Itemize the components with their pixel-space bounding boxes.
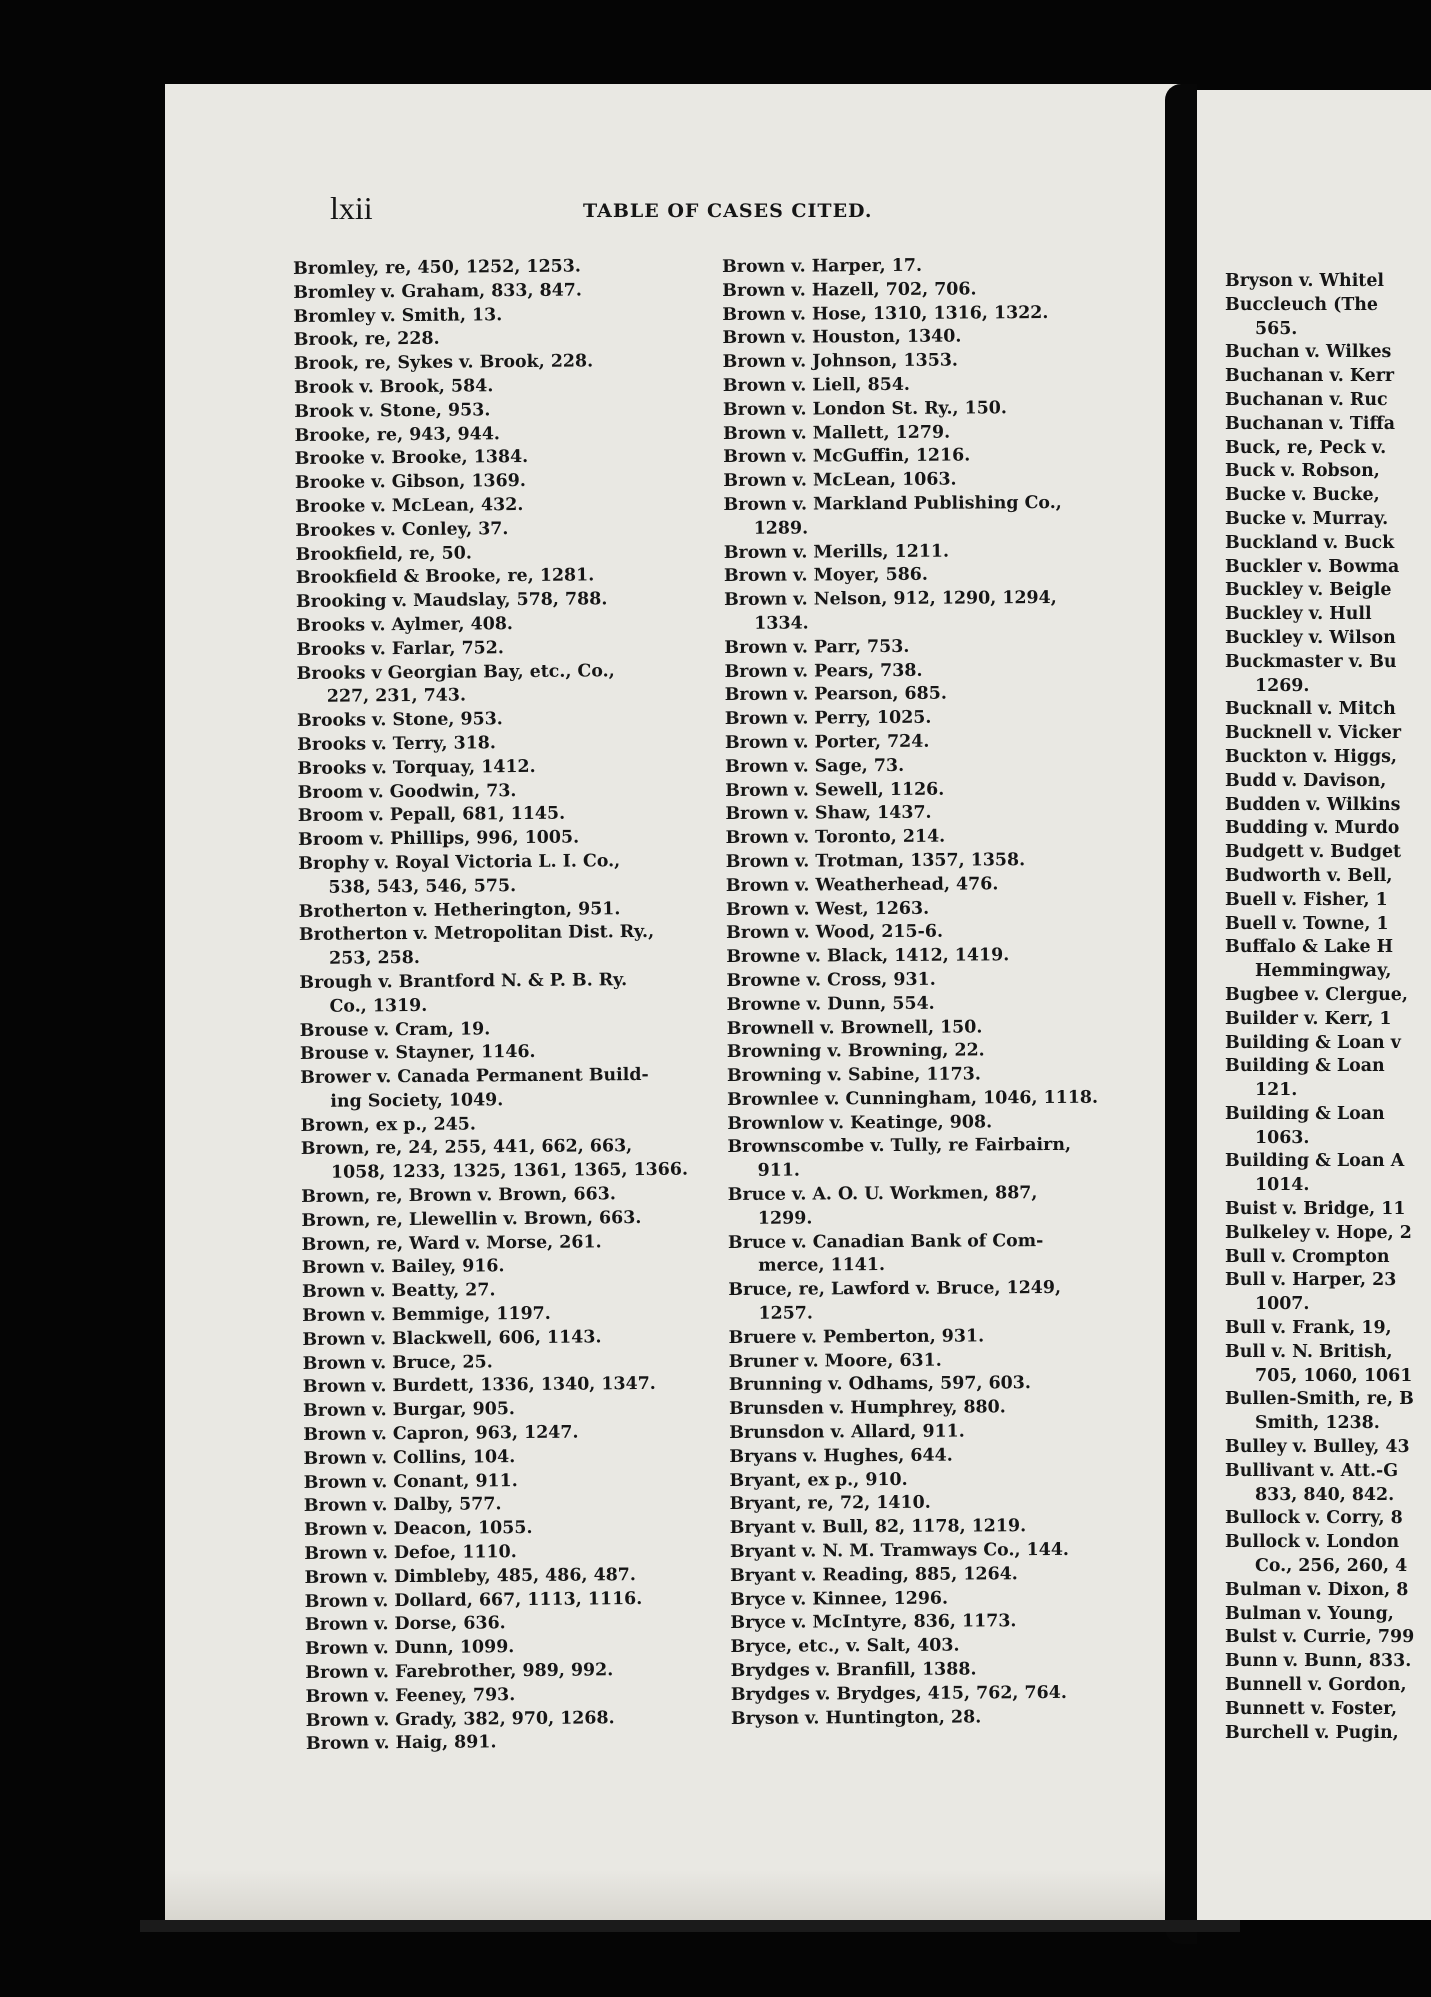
case-entry: Brough v. Brantford N. & P. B. Ry.: [299, 970, 628, 993]
case-entry: Brown v. Liell, 854.: [722, 374, 911, 396]
case-entry: Bryce v. McIntyre, 836, 1173.: [730, 1611, 1017, 1634]
case-entry: Brooking v. Maudslay, 578, 788.: [295, 589, 608, 613]
case-entry: Bryant v. N. M. Tramways Co., 144.: [729, 1539, 1070, 1563]
case-entry: Co., 1319.: [329, 995, 428, 1017]
case-entry: Brown v. Dollard, 667, 1113, 1116.: [304, 1588, 643, 1612]
case-entry: 1334.: [754, 613, 809, 634]
case-entry: Brown v. Bailey, 916.: [301, 1256, 505, 1279]
case-entry: Building & Loan v: [1225, 1032, 1401, 1053]
case-entry: Buckley v. Hull: [1225, 604, 1372, 625]
case-entry: Brown v. Blackwell, 606, 1143.: [302, 1327, 602, 1350]
case-entry: Bulman v. Dixon, 8: [1225, 1579, 1409, 1600]
case-entry: Budd v. Davison,: [1225, 770, 1387, 791]
case-entry: Brown v. Toronto, 214.: [725, 826, 946, 849]
case-entry: Bucknell v. Vicker: [1225, 723, 1402, 744]
case-entry: Brooks v. Aylmer, 408.: [296, 614, 514, 636]
case-entry: Brown v. Hazell, 702, 706.: [722, 279, 977, 301]
case-entry: Brown v. McGuffin, 1216.: [723, 445, 971, 468]
case-entry: Brown v. London St. Ry., 150.: [722, 398, 1007, 420]
case-entry: Bromley v. Smith, 13.: [293, 304, 503, 327]
case-entry: 1269.: [1255, 675, 1310, 696]
case-entry: Buckley v. Wilson: [1225, 627, 1396, 648]
case-entry: Buck v. Robson,: [1225, 461, 1380, 482]
bottom-edge: [140, 1920, 1240, 1932]
case-entry: Building & Loan: [1225, 1103, 1385, 1124]
case-entry: Brotherton v. Hetherington, 951.: [298, 898, 621, 922]
case-entry: 227, 231, 743.: [326, 685, 467, 708]
case-entry: Bruce v. A. O. U. Workmen, 887,: [727, 1183, 1038, 1206]
case-entry: Bull v. Crompton: [1225, 1246, 1390, 1267]
case-entry: Brunning v. Odhams, 597, 603.: [728, 1373, 1031, 1396]
case-entry: Brown, re, 24, 255, 441, 662, 663,: [300, 1136, 633, 1160]
case-entry: Buchanan v. Ruc: [1225, 389, 1388, 410]
case-entry: Buist v. Bridge, 11: [1225, 1199, 1406, 1220]
case-entry: Buffalo & Lake H: [1225, 937, 1393, 958]
book-gutter: [1165, 84, 1197, 1944]
case-entry: Brown v. Capron, 963, 1247.: [303, 1422, 579, 1446]
case-entry: Brown v. Perry, 1025.: [724, 707, 932, 730]
case-entry: Brooke, re, 943, 944.: [294, 423, 501, 446]
case-entry: Brunsden v. Humphrey, 880.: [728, 1397, 1006, 1420]
case-entry: Browning v. Sabine, 1173.: [726, 1064, 981, 1087]
case-entry: Brownscombe v. Tully, re Fairbairn,: [727, 1135, 1072, 1158]
case-entry: Brown v. Collins, 104.: [303, 1446, 516, 1469]
case-entry: Bryce v. Kinnee, 1296.: [730, 1588, 949, 1610]
case-entry: Brown v. Feeney, 793.: [305, 1684, 516, 1707]
case-entry: Smith, 1238.: [1255, 1413, 1380, 1434]
case-entry: Buckley v. Beigle: [1225, 580, 1392, 601]
case-entry: Buchanan v. Tiffa: [1225, 413, 1396, 434]
case-entry: 911.: [757, 1160, 801, 1182]
case-entry: Brown, re, Ward v. Morse, 261.: [301, 1232, 602, 1255]
page-bottom-shade: [165, 1870, 1197, 1920]
case-entry: Brook v. Stone, 953.: [294, 400, 491, 422]
case-entry: Bryce, etc., v. Salt, 403.: [730, 1635, 960, 1658]
case-entry: Brook, re, 228.: [293, 329, 440, 351]
case-entry: Bull v. Frank, 19,: [1225, 1318, 1392, 1339]
case-entry: Brown v. Burdett, 1336, 1340, 1347.: [302, 1374, 656, 1398]
case-entry: Brown v. Sage, 73.: [725, 755, 905, 777]
case-entry: Buckmaster v. Bu: [1225, 651, 1397, 672]
case-entry: Bryson v. Whitel: [1225, 271, 1385, 291]
case-entry: Brydges v. Branfill, 1388.: [730, 1659, 977, 1681]
case-entry: Brown v. Mallett, 1279.: [723, 422, 951, 444]
case-entry: Brown v. Merills, 1211.: [723, 541, 950, 563]
case-entry: Bryson v. Huntington, 28.: [730, 1707, 982, 1729]
case-entry: Brown v. Dunn, 1099.: [305, 1637, 515, 1660]
case-entry: Bugbee v. Clergue,: [1225, 984, 1408, 1005]
case-entry: Budgett v. Budget: [1225, 842, 1402, 863]
case-entry: Brown v. Burgar, 905.: [302, 1399, 516, 1422]
case-entry: Browning v. Browning, 22.: [726, 1040, 985, 1063]
case-entry: Bruner v. Moore, 631.: [728, 1350, 942, 1372]
case-entry: Brown v. Defoe, 1110.: [304, 1542, 517, 1564]
case-entry: Brown v. Parr, 753.: [724, 636, 910, 658]
case-entry: Brown, re, Brown v. Brown, 663.: [301, 1184, 616, 1208]
case-entry: Brooks v. Stone, 953.: [296, 709, 503, 732]
case-entry: Brown v. Beatty, 27.: [301, 1280, 496, 1303]
case-entry: Brown v. Shaw, 1437.: [725, 803, 932, 825]
case-entry: 565.: [1255, 318, 1298, 339]
case-entry: Brower v. Canada Permanent Build-: [300, 1065, 649, 1089]
case-entry: Broom v. Pepall, 681, 1145.: [297, 803, 566, 827]
case-entry: Budden v. Wilkins: [1225, 794, 1401, 815]
case-entry: Brown v. Trotman, 1357, 1358.: [725, 850, 1026, 872]
case-entry: Brown v. West, 1263.: [725, 898, 930, 920]
case-entry: Brown v. Dimbleby, 485, 486, 487.: [304, 1564, 636, 1588]
case-entry: Hemmingway,: [1255, 961, 1392, 982]
page-number: lxii: [330, 190, 373, 226]
case-entry: Brown v. Deacon, 1055.: [304, 1518, 533, 1541]
case-entry: Bruce v. Canadian Bank of Com-: [727, 1230, 1044, 1253]
case-entry: Brown v. Markland Publishing Co.,: [723, 492, 1062, 515]
case-entry: Buckler v. Bowma: [1225, 556, 1400, 577]
case-entry: Brookfield & Brooke, re, 1281.: [295, 565, 595, 589]
case-entry: Bullock v. Corry, 8: [1225, 1508, 1403, 1529]
case-entry: Buckton v. Higgs,: [1225, 746, 1397, 767]
case-entry: Brown v. Bruce, 25.: [302, 1351, 493, 1374]
case-entry: Bruce, re, Lawford v. Bruce, 1249,: [728, 1278, 1062, 1301]
running-title: TABLE OF CASES CITED.: [583, 200, 873, 222]
case-entry: Bucke v. Bucke,: [1225, 485, 1380, 506]
case-entry: Bullock v. London: [1225, 1532, 1400, 1553]
case-entry: Budding v. Murdo: [1225, 818, 1400, 839]
case-entry: Bull v. N. British,: [1225, 1341, 1393, 1362]
case-entry: Bryant, ex p., 910.: [729, 1469, 908, 1491]
case-entry: Brown v. Sewell, 1126.: [725, 779, 945, 801]
case-entry: Brooks v. Farlar, 752.: [296, 637, 504, 660]
case-entry: Building & Loan A: [1225, 1151, 1405, 1172]
case-entry: Bunnett v. Foster,: [1225, 1698, 1398, 1719]
case-entry: 833, 840, 842.: [1255, 1484, 1395, 1505]
case-entry: Bryant v. Bull, 82, 1178, 1219.: [729, 1516, 1027, 1539]
case-entry: Brown v. Pearson, 685.: [724, 683, 947, 706]
case-entry: Brown v. Weatherhead, 476.: [725, 874, 999, 896]
index-column-3: [1225, 270, 1431, 1745]
case-entry: Bullivant v. Att.-G: [1225, 1460, 1399, 1481]
case-entry: 705, 1060, 1061: [1255, 1365, 1413, 1386]
case-entry: 1063.: [1255, 1127, 1310, 1148]
case-entry: Buchanan v. Kerr: [1225, 366, 1395, 387]
case-entry: Brown, ex p., 245.: [300, 1114, 477, 1136]
case-entry: Brotherton v. Metropolitan Dist. Ry.,: [298, 922, 655, 946]
case-entry: Bunnell v. Gordon,: [1225, 1675, 1407, 1696]
case-entry: 1014.: [1255, 1175, 1310, 1196]
case-entry: Brown v. Haig, 891.: [305, 1732, 497, 1755]
case-entry: Brown v. Dalby, 577.: [303, 1494, 502, 1517]
case-entry: Brooke v. Brooke, 1384.: [294, 447, 529, 470]
case-entry: Bruere v. Pemberton, 931.: [728, 1326, 985, 1348]
case-entry: 253, 258.: [329, 948, 420, 969]
case-entry: Brown v. Nelson, 912, 1290, 1294,: [724, 588, 1057, 611]
case-entry: Brown v. Hose, 1310, 1316, 1322.: [722, 302, 1049, 325]
case-entry: Brown v. Johnson, 1353.: [722, 350, 959, 373]
case-entry: Brooks v Georgian Bay, etc., Co.,: [296, 660, 615, 684]
case-entry: Bullen-Smith, re, B: [1225, 1389, 1414, 1410]
case-entry: Brown v. Wood, 215-6.: [726, 921, 944, 944]
case-entry: Brookes v. Conley, 37.: [295, 518, 509, 541]
case-entry: Bull v. Harper, 23: [1225, 1270, 1397, 1291]
case-entry: Building & Loan: [1225, 1056, 1385, 1077]
case-entry: Bunn v. Bunn, 833.: [1225, 1651, 1412, 1672]
case-entry: Brown v. Moyer, 586.: [723, 565, 928, 587]
index-column-1: [293, 254, 726, 1757]
page-header: [330, 190, 1170, 230]
case-entry: Bulman v. Young,: [1225, 1603, 1394, 1624]
case-entry: Brown v. Pears, 738.: [724, 660, 923, 682]
case-entry: Buccleuch (The: [1225, 294, 1379, 315]
case-entry: merce, 1141.: [758, 1255, 886, 1277]
case-entry: Co., 256, 260, 4: [1255, 1556, 1408, 1577]
case-entry: Brown v. McLean, 1063.: [723, 469, 957, 492]
case-entry: Buell v. Fisher, 1: [1225, 889, 1388, 910]
case-entry: 1007.: [1255, 1294, 1310, 1315]
case-entry: Bromley v. Graham, 833, 847.: [293, 280, 583, 303]
case-entry: Budworth v. Bell,: [1225, 865, 1393, 886]
case-entry: Burchell v. Pugin,: [1225, 1722, 1399, 1743]
case-entry: Brownell v. Brownell, 150.: [726, 1016, 983, 1039]
case-entry: Browne v. Black, 1412, 1419.: [726, 945, 1010, 968]
case-entry: Bryant v. Reading, 885, 1264.: [730, 1564, 1018, 1586]
case-entry: Brown, re, Llewellin v. Brown, 663.: [301, 1207, 642, 1231]
case-entry: 1289.: [753, 518, 809, 539]
case-entry: Brown v. Conant, 911.: [303, 1470, 518, 1493]
case-entry: Brouse v. Stayner, 1146.: [299, 1042, 536, 1065]
case-entry: Brooks v. Torquay, 1412.: [297, 756, 536, 779]
case-entry: Bulst v. Currie, 799: [1225, 1627, 1415, 1648]
case-entry: Brown v. Houston, 1340.: [722, 326, 962, 349]
case-entry: Broom v. Phillips, 996, 1005.: [297, 827, 580, 851]
case-entry: Buckland v. Buck: [1225, 532, 1395, 553]
case-entry: Brown v. Harper, 17.: [722, 255, 923, 277]
index-column-2: [722, 253, 1151, 1731]
case-entry: 1299.: [757, 1208, 813, 1229]
case-entry: Buchan v. Wilkes: [1225, 342, 1392, 363]
case-entry: 121.: [1255, 1080, 1298, 1101]
case-entry: Brownlow v. Keatinge, 908.: [727, 1112, 993, 1134]
case-entry: Brouse v. Cram, 19.: [299, 1018, 491, 1041]
case-entry: Brophy v. Royal Victoria L. I. Co.,: [298, 851, 621, 874]
case-entry: Buck, re, Peck v.: [1225, 437, 1387, 458]
case-entry: Builder v. Kerr, 1: [1225, 1008, 1392, 1029]
case-entry: Brunsdon v. Allard, 911.: [729, 1421, 965, 1444]
case-entry: 1257.: [758, 1303, 813, 1324]
case-entry: Brooke v. McLean, 432.: [295, 494, 524, 517]
case-entry: Brookfield, re, 50.: [295, 543, 472, 565]
case-entry: 538, 543, 546, 575.: [328, 875, 517, 898]
case-entry: Brown v. Farebrother, 989, 992.: [305, 1660, 614, 1683]
case-entry: Browne v. Cross, 931.: [726, 969, 936, 991]
case-entry: Bucke v. Murray.: [1225, 508, 1389, 529]
case-entry: Bromley, re, 450, 1252, 1253.: [293, 256, 581, 279]
case-entry: Brown v. Grady, 382, 970, 1268.: [305, 1707, 615, 1731]
case-entry: Bulley v. Bulley, 43: [1225, 1437, 1410, 1458]
case-entry: Brownlee v. Cunningham, 1046, 1118.: [727, 1087, 1099, 1110]
case-entry: Bryant, re, 72, 1410.: [729, 1493, 931, 1515]
case-entry: Brydges v. Brydges, 415, 762, 764.: [730, 1682, 1067, 1705]
case-entry: Brooks v. Terry, 318.: [297, 733, 496, 755]
case-entry: Browne v. Dunn, 554.: [726, 993, 935, 1015]
case-entry: Brown v. Dorse, 636.: [304, 1613, 506, 1636]
case-entry: Brooke v. Gibson, 1369.: [294, 471, 526, 494]
case-entry: Bucknall v. Mitch: [1225, 699, 1396, 720]
case-entry: Brook, re, Sykes v. Brook, 228.: [293, 351, 594, 375]
case-entry: Bulkeley v. Hope, 2: [1225, 1222, 1412, 1243]
case-entry: Buell v. Towne, 1: [1225, 913, 1389, 934]
case-entry: 1058, 1233, 1325, 1361, 1365, 1366.: [330, 1159, 689, 1183]
case-entry: Brown v. Bemmige, 1197.: [302, 1303, 551, 1327]
case-entry: Bryans v. Hughes, 644.: [729, 1445, 953, 1467]
case-entry: ing Society, 1049.: [330, 1090, 504, 1112]
case-entry: Brown v. Porter, 724.: [724, 731, 930, 753]
case-entry: Brook v. Brook, 584.: [294, 376, 494, 398]
case-entry: Broom v. Goodwin, 73.: [297, 780, 517, 803]
